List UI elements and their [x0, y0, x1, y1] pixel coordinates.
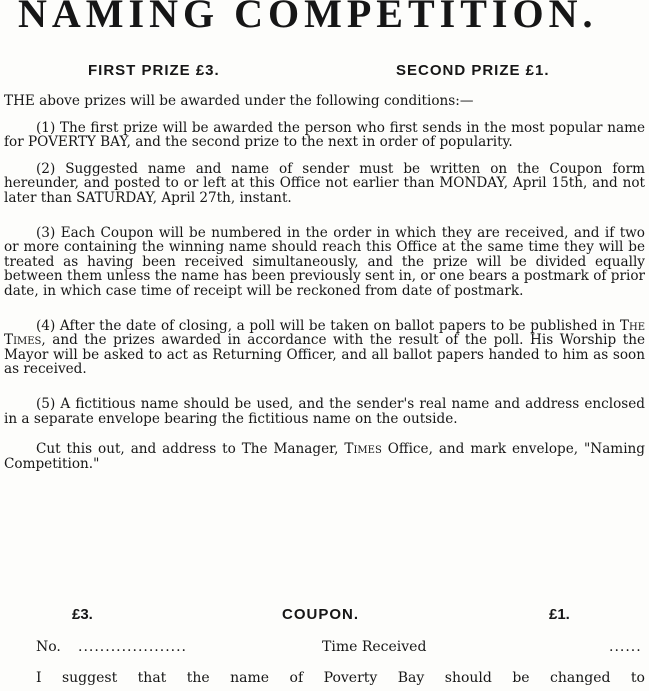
second-prize: SECOND PRIZE £1.: [396, 62, 550, 79]
suggest-word: name: [230, 670, 270, 686]
coupon-second-amount: £1.: [549, 606, 570, 623]
suggest-word: suggest: [61, 670, 118, 686]
condition-4-start: (4) After the date of closing, a poll will be taken on ballot papers to be published in: [36, 317, 620, 334]
coupon-first-amount: £3.: [72, 606, 93, 623]
newspaper-name: The Times: [4, 317, 645, 349]
conditions-text: [4, 94, 645, 471]
condition-4-end: , and the prizes awarded in accordance with the result of the poll. His Worship the Mayor will be asked to act as Returning Officer, and all ballot papers handed to him as soon as received.: [4, 332, 645, 378]
condition-1: (1) The first prize will be awarded the person who first sends in the most popular name for POVERTY BAY, and the second prize to the next in order of popularity.: [4, 119, 645, 151]
suggest-word: that: [137, 670, 167, 686]
time-received-field[interactable]: ......: [609, 639, 642, 655]
suggest-word: of: [289, 670, 304, 686]
suggest-word: should: [444, 670, 492, 686]
suggest-word: I: [36, 670, 42, 686]
condition-5: (5) A fictitious name should be used, and the sender's real name and address enclosed in a separate envelope bearing the fictitious name on the outside.: [4, 395, 645, 427]
suggestion-line: [36, 670, 645, 690]
suggest-word: Bay: [397, 670, 425, 686]
office-name: Times: [344, 441, 382, 458]
number-field[interactable]: ....................: [78, 639, 188, 655]
number-label: No.: [36, 639, 61, 655]
coupon-number-row: [0, 638, 649, 658]
prizes-line: [0, 60, 649, 84]
suggest-word: to: [630, 670, 645, 686]
coupon-title: COUPON.: [282, 606, 360, 623]
page-title: NAMING COMPETITION.: [18, 0, 598, 36]
time-received-label: Time Received: [322, 639, 427, 655]
suggest-word: the: [186, 670, 210, 686]
condition-3: (3) Each Coupon will be numbered in the order in which they are received, and if two or more containing the winning name should reach this Office at the same time they will be treated as having been received simultaneously, and the prize will be divided equally between them unless the name has been previously sent in, or one bears a postmark of prior date, in which case time of receipt will be reckoned from date of postmark.: [4, 224, 645, 299]
suggest-word: changed: [550, 670, 611, 686]
cut-instructions: [4, 442, 645, 471]
first-prize: FIRST PRIZE £3.: [88, 62, 220, 79]
condition-2: (2) Suggested name and name of sender must be written on the Coupon form hereunder, and posted to or left at this Office not earlier than MONDAY, April 15th, and not later than SATURDAY, April 27th, instant.: [4, 160, 645, 206]
condition-4: [4, 319, 645, 377]
cut-start: Cut this out, and address to The Manager,: [36, 441, 345, 458]
coupon-header: [0, 604, 649, 626]
suggest-word: be: [512, 670, 530, 686]
intro-paragraph: THE above prizes will be awarded under the following conditions:—: [4, 93, 474, 109]
suggest-word: Poverty: [323, 670, 378, 686]
cut-end: Office, and mark envelope, "Naming Competition.": [4, 441, 645, 472]
